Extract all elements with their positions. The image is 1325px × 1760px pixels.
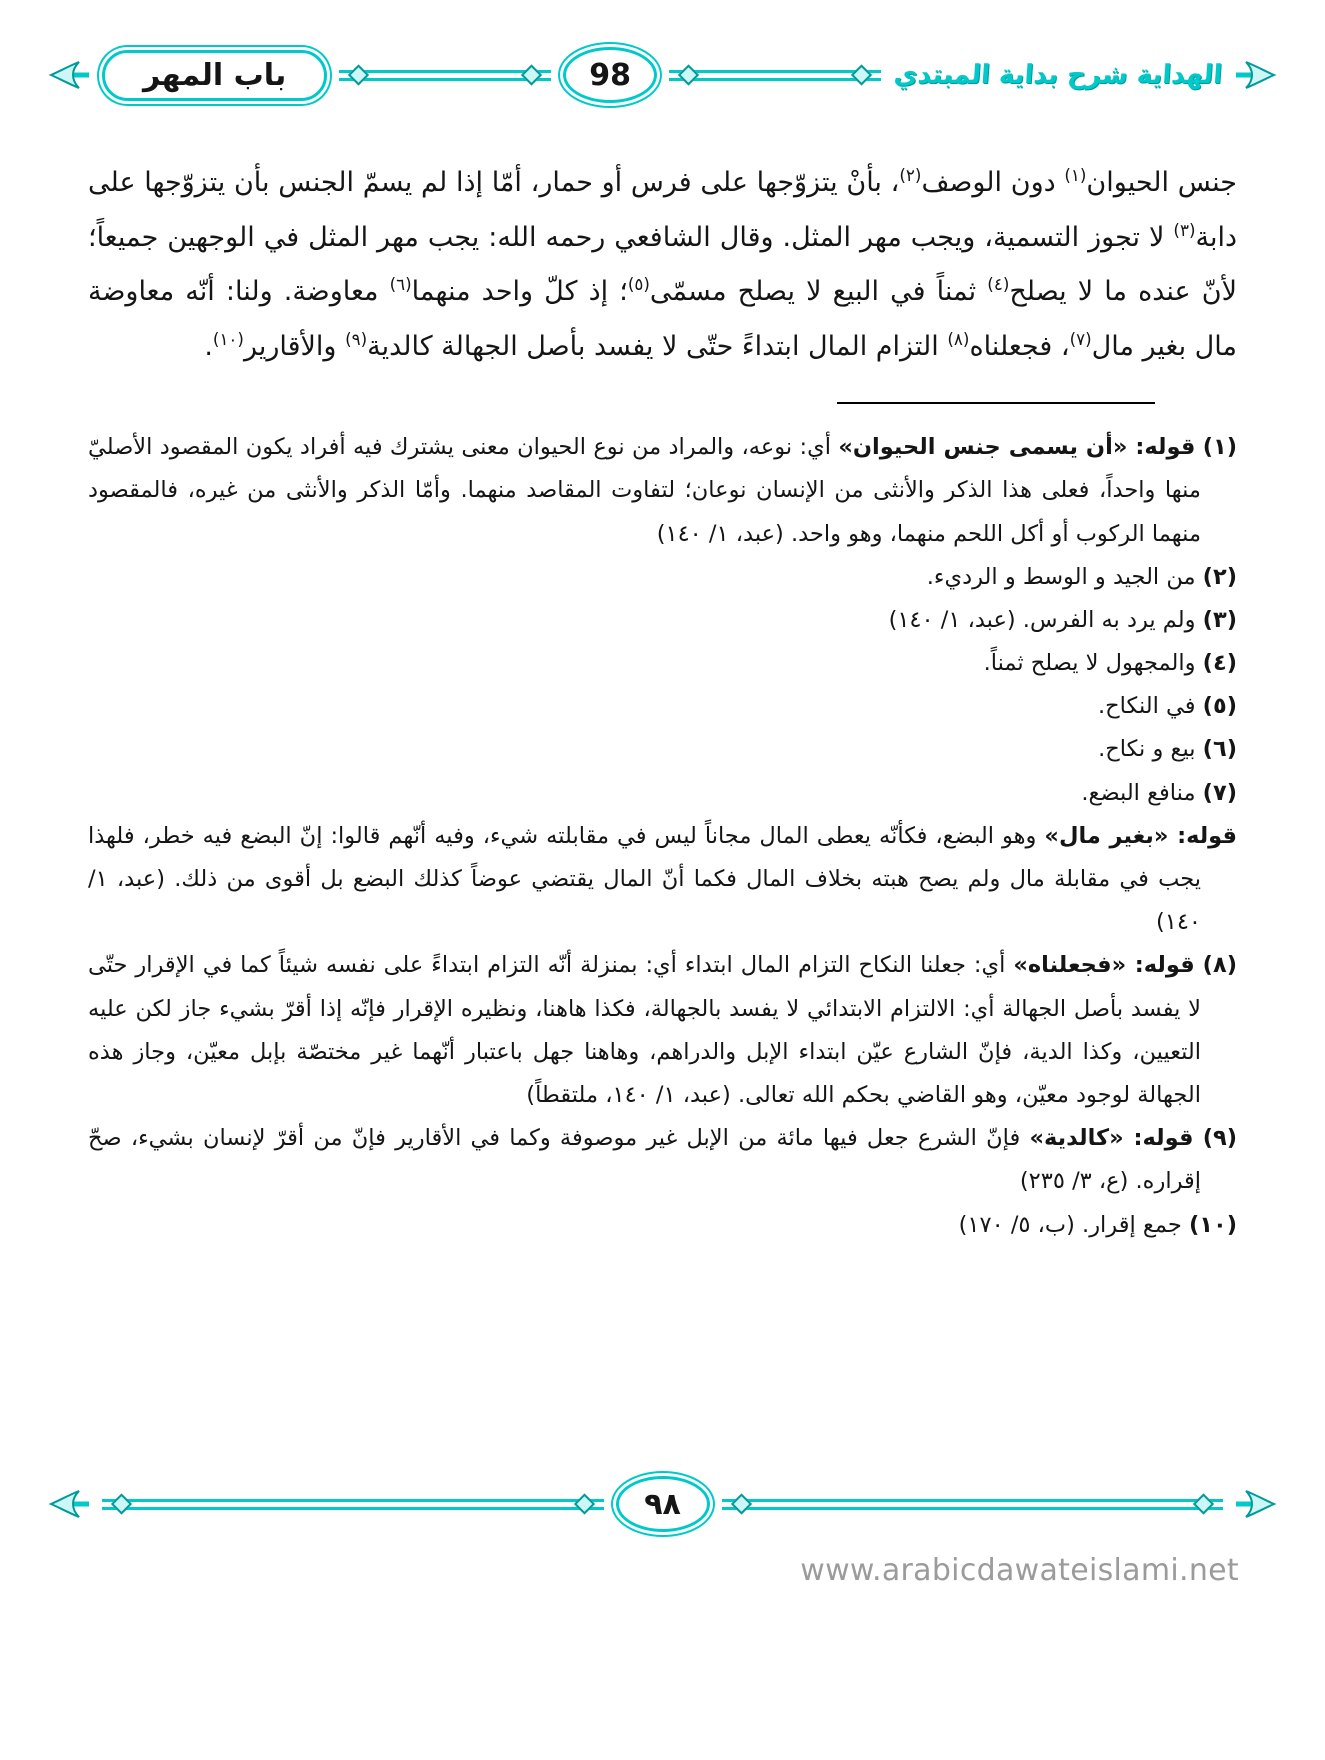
- footnote: [88, 944, 1237, 1117]
- footnote-number: (١): [1202, 434, 1238, 461]
- footnote-lead: قوله: «بغير مال»: [1044, 822, 1237, 849]
- footnote-text: وهو البضع، فكأنّه يعطى المال مجاناً ليس في مقابلته شيء، وفيه أنّهم قالوا: إنّ البضع فيه خطر، فلهذا يجب في مقابلة مال ولم يصح هبته بخلاف المال فكما أنّ المال يقتضي عوضاً كذلك البضع بل أقوى من ذلك. (عبد، ١/ ١٤٠): [88, 822, 1201, 936]
- right-arrow-finial-icon: [1235, 59, 1277, 91]
- page-number-oval: [563, 47, 657, 103]
- footnote-text: والمجهول لا يصلح ثمناً.: [983, 650, 1196, 677]
- footnote: [88, 1117, 1237, 1203]
- footnote-lead: قوله: «أن يسمى جنس الحيوان»: [838, 434, 1196, 461]
- footnote-text: جمع إقرار. (ب، ٥/ ١٧٠): [958, 1211, 1182, 1238]
- footnote-text: ولم يرد به الفرس. (عبد، ١/ ١٤٠): [888, 606, 1196, 633]
- footnote-text: من الجيد و الوسط و الرديء.: [926, 563, 1196, 590]
- footnote-number: (٨): [1202, 952, 1237, 979]
- footnote-number: (٦): [1202, 736, 1237, 763]
- left-arrow-finial-icon: [48, 59, 90, 91]
- footnotes-list: [88, 426, 1237, 1247]
- footnote: [88, 599, 1237, 642]
- right-arrow-finial-icon: [1235, 1488, 1277, 1520]
- footnote: [88, 556, 1237, 599]
- footnote-number: (١٠): [1188, 1211, 1237, 1238]
- chapter-title: باب المهر: [143, 57, 287, 93]
- footnote: [88, 815, 1237, 945]
- footnote-lead: قوله: «فجعلناه»: [1013, 952, 1195, 979]
- footnote: [88, 772, 1237, 815]
- footnote-text: فإنّ الشرع جعل فيها مائة من الإبل غير موصوفة وكما في الأقارير فإنّ من أقرّ لإنسان بشيء، صحّ إقراره. (ع، ٣/ ٢٣٥): [88, 1125, 1201, 1195]
- footer-page-number: ٩٨: [644, 1486, 681, 1522]
- footnote-text: بيع و نكاح.: [1098, 736, 1196, 763]
- header-ornament-band: [48, 44, 1277, 106]
- footnote: [88, 728, 1237, 771]
- footer-rule: [722, 1499, 1224, 1510]
- footer-rule: [102, 1499, 604, 1510]
- footnote: [88, 642, 1237, 685]
- footnote-number: (٤): [1202, 650, 1237, 677]
- footnote-number: (٢): [1202, 563, 1237, 590]
- footer-ornament-band: [48, 1476, 1277, 1532]
- footnote-number: (٧): [1202, 779, 1237, 806]
- book-title-calligraphy: [892, 60, 1224, 90]
- footnote-lead: قوله: «كالدية»: [1029, 1125, 1194, 1152]
- footnote-number: (٥): [1202, 693, 1237, 720]
- footnote-number: (٩): [1202, 1125, 1238, 1152]
- footnote-text: أي: نوعه، والمراد من نوع الحيوان معنى يشترك فيه أفراد يكون المقصود الأصليّ منها واحداً، فعلى هذا الذكر والأنثى من الإنسان نوعان؛ لتفاوت المقاصد منهما. وأمّا الذكر والأنثى من غيره، فالمقصود منهما الركوب أو أكل اللحم منهما، وهو واحد. (عبد، ١/ ١٤٠): [88, 434, 1201, 547]
- footnote-text: أي: جعلنا النكاح التزام المال ابتداء أي: بمنزلة أنّه التزام ابتداءً على نفسه شيئاً كما في الإقرار حتّى لا يفسد بأصل الجهالة أي: الالتزام الابتدائي لا يفسد بالجهالة، فكذا هاهنا، ونظيره الإقرار فإنّه إذا أقرّ بشيء جاز لكن عليه التعيين، وكذا الدية، فإنّ الشارع عيّن ابتداء الإبل والدراهم، وهاهنا جهل باعتبار أنّهما غير مختصّة بإبل معيّن، وجاز هذه الجهالة لوجود معيّن، وهو القاضي بحكم الله تعالى. (عبد، ١/ ١٤٠، ملتقطاً): [88, 952, 1201, 1108]
- footnote: [88, 1204, 1237, 1247]
- footer-page-number-oval: [616, 1476, 710, 1532]
- chapter-title-cartouche: [102, 50, 327, 101]
- footnote: [88, 426, 1237, 556]
- book-title: الهداية شرح بداية المبتدي: [892, 60, 1224, 90]
- header-rule: [669, 70, 881, 81]
- footnote-text: منافع البضع.: [1081, 779, 1196, 806]
- main-text-paragraph: جنس الحيوان$^{(١)}$ دون الوصف$^{(٢)}$، بأنْ يتزوّجها على فرس أو حمار، أمّا إذا لم يسمّ الجنس بأن يتزوّجها على دابة$^{(٣)}$ لا تجوز التسمية، ويجب مهر المثل. وقال الشافعي رحمه الله: يجب مهر المثل في الوجهين جميعاً؛ لأنّ عنده ما لا يصلح$^{(٤)}$ ثمناً في البيع لا يصلح مسمّى$^{(٥)}$؛ إذ كلّ واحد منهما$^{(٦)}$ معاوضة. ولنا: أنّه معاوضة مال بغير مال$^{(٧)}$، فجعلناه$^{(٨)}$ التزام المال ابتداءً حتّى لا يفسد بأصل الجهالة كالدية$^{(٩)}$ والأقارير$^{(١٠)}$.: [88, 165, 1237, 362]
- footnote-text: في النكاح.: [1098, 693, 1196, 720]
- footnote: [88, 685, 1237, 728]
- header-rule: [339, 70, 551, 81]
- footnote-number: (٣): [1202, 606, 1237, 633]
- footnote-separator-rule: [837, 402, 1155, 404]
- watermark-url: www.arabicdawateislami.net: [800, 1553, 1239, 1588]
- page-number: 98: [589, 57, 631, 93]
- left-arrow-finial-icon: [48, 1488, 90, 1520]
